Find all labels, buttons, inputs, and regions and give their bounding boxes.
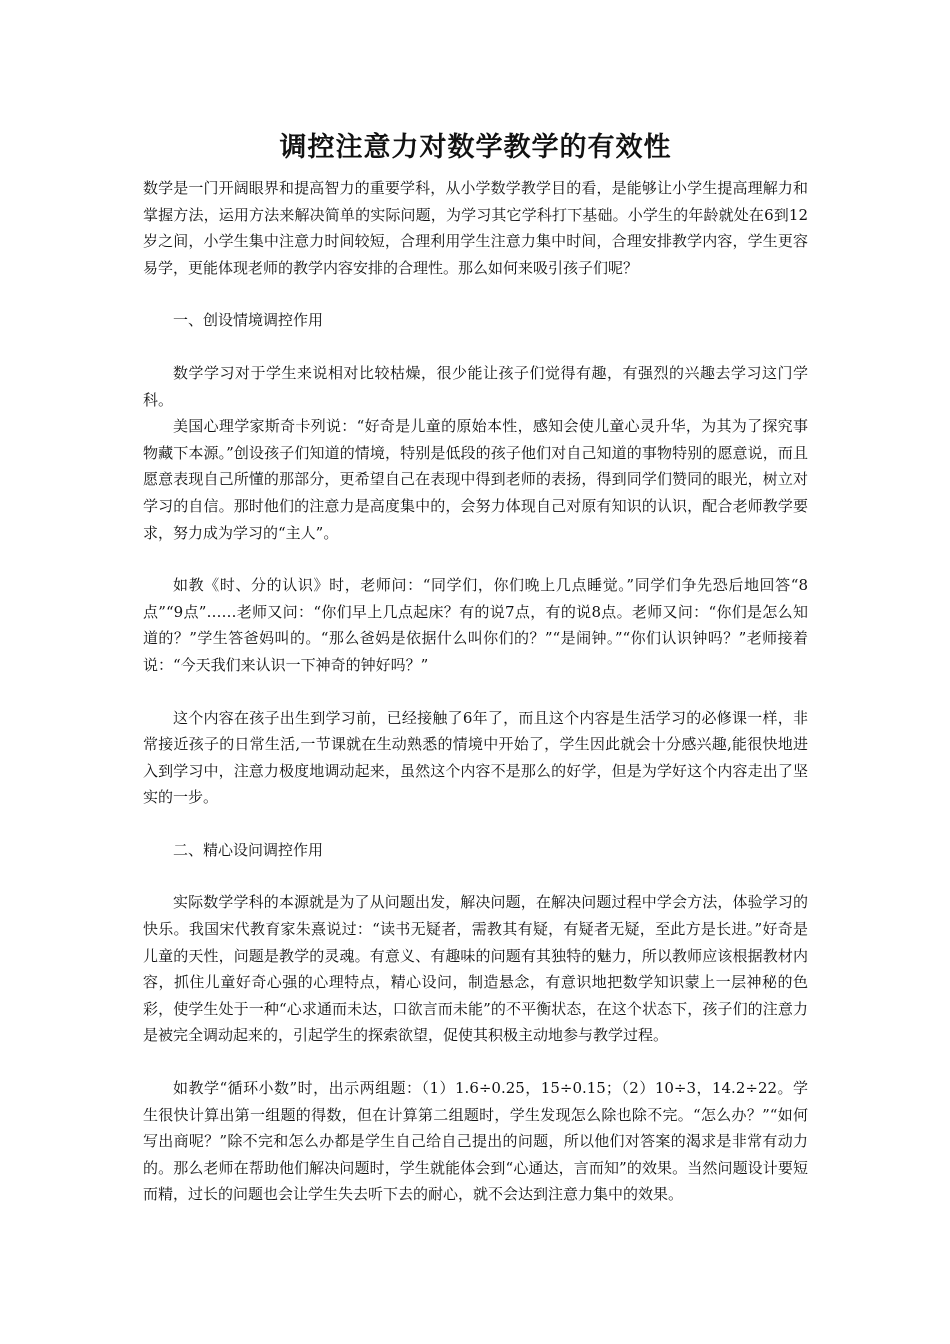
section-heading-2: 二、精心设问调控作用 (173, 840, 324, 859)
section-heading-1: 一、创设情境调控作用 (173, 311, 324, 330)
document-page (143, 128, 808, 1208)
section1-paragraph-2: 美国心理学家斯奇卡列说：“好奇是儿童的原始本性，感知会使儿童心灵升华，为其为了探究事物藏下本源。”创设孩子们知道的情境，特别是低段的孩子他们对自己知道的事物特别的愿意说，而且愿意表现自己所懂的那部分，更希望自己在表现中得到老师的表扬，得到同学们赞同的眼光，树立对学习的自信。那时他们的注意力是高度集中的，会努力体现自己对原有知识的认识，配合老师教学要求，努力成为学习的“主人”。 (143, 417, 808, 542)
document-title: 调控注意力对数学教学的有效性 (279, 132, 672, 163)
section1-paragraph-4: 这个内容在孩子出生到学习前，已经接触了6年了，而且这个内容是生活学习的必修课一样，非常接近孩子的日常生活,一节课就在生动熟悉的情境中开始了，学生因此就会十分感兴趣,能很快地进入到学习中，注意力极度地调动起来，虽然这个内容不是那么的好学，但是为学好这个内容走出了坚实的一步。 (143, 708, 808, 807)
section2-paragraph-1: 实际数学学科的本源就是为了从问题出发，解决问题，在解决问题过程中学会方法，体验学习的快乐。我国宋代教育家朱熹说过：“读书无疑者，需教其有疑，有疑者无疑，至此方是长进。”好奇是儿童的天性，问题是教学的灵魂。有意义、有趣味的问题有其独特的魅力，所以教师应该根据教材内容，抓住儿童好奇心强的心理特点，精心设问，制造悬念，有意识地把数学知识蒙上一层神秘的色彩，使学生处于一种“心求通而未达，口欲言而未能”的不平衡状态，在这个状态下，孩子们的注意力是被完全调动起来的，引起学生的探索欲望，促使其积极主动地参与教学过程。 (143, 893, 808, 1045)
section1-paragraph-1: 数学学习对于学生来说相对比较枯燥，很少能让孩子们觉得有趣，有强烈的兴趣去学习这门学科。 (143, 363, 808, 409)
section2-paragraph-2: 如教学“循环小数”时，出示两组题：（1）1.6÷0.25，15÷0.15；（2）10÷3，14.2÷22。学生很快计算出第一组题的得数，但在计算第二组题时，学生发现怎么除也除不完。“怎么办？”“如何写出商呢？”除不完和怎么办都是学生自己给自己提出的问题，所以他们对答案的渴求是非常有动力的。那么老师在帮助他们解决问题时，学生就能体会到“心通达，言而知”的效果。当然问题设计要短而精，过长的问题也会让学生失去听下去的耐心，就不会达到注意力集中的效果。 (143, 1079, 808, 1204)
intro-paragraph: 数学是一门开阔眼界和提高智力的重要学科，从小学数学教学目的看，是能够让小学生提高理解力和掌握方法，运用方法来解决简单的实际问题，为学习其它学科打下基础。小学生的年龄就处在6到12岁之间，小学生集中注意力时间较短，合理利用学生注意力集中时间，合理安排教学内容，学生更容易学，更能体现老师的教学内容安排的合理性。那么如何来吸引孩子们呢？ (143, 179, 808, 277)
section1-paragraph-3: 如教《时、分的认识》时，老师问：“同学们，你们晚上几点睡觉。”同学们争先恐后地回答“8点”“9点”……老师又问：“你们早上几点起床？有的说7点，有的说8点。老师又问：“你们是怎么知道的？”学生答爸妈叫的。“那么爸妈是依据什么叫你们的？”“是闹钟。”“你们认识钟吗？”老师接着说：“今天我们来认识一下神奇的钟好吗？” (143, 576, 808, 674)
